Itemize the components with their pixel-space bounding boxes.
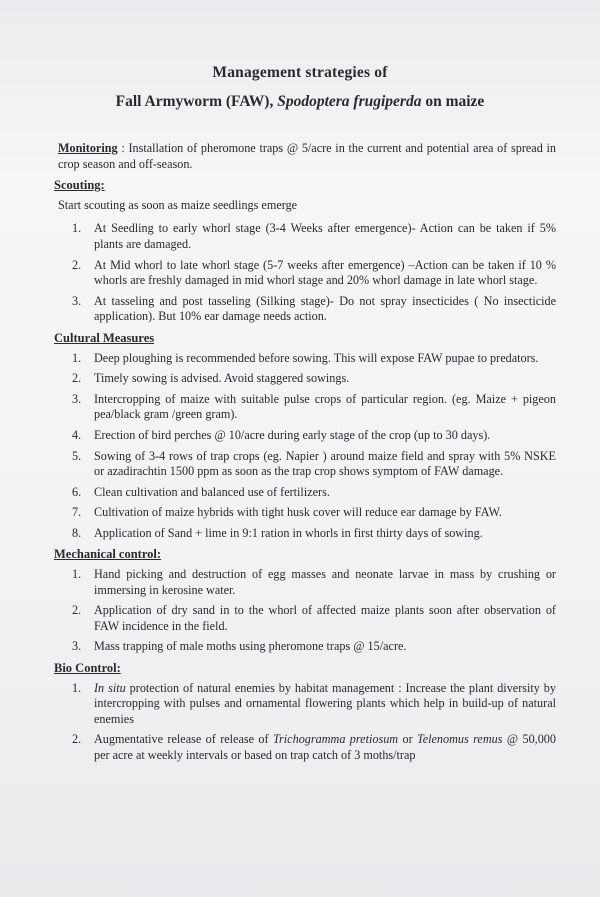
document-title-line2 bbox=[0, 93, 600, 111]
item-italic: Telenomus remus bbox=[417, 732, 503, 747]
list-item bbox=[58, 428, 556, 444]
item-text: Hand picking and destruction of egg masses and neonate larvae in mass by crushing or immersing in kerosine water. bbox=[94, 567, 556, 597]
item-number: 8. bbox=[72, 525, 82, 540]
cultural-heading: Cultural Measures bbox=[54, 330, 155, 345]
document-body bbox=[54, 141, 556, 770]
list-item bbox=[58, 371, 556, 387]
item-number: 3. bbox=[72, 639, 82, 654]
bio-list bbox=[58, 681, 556, 764]
item-number: 1. bbox=[72, 567, 82, 582]
item-number: 2. bbox=[72, 603, 82, 618]
mechanical-heading: Mechanical control: bbox=[54, 547, 162, 562]
list-item bbox=[58, 449, 556, 480]
scouting-list bbox=[58, 221, 556, 325]
title-suffix: on maize bbox=[421, 93, 485, 110]
item-text: @ 50,000 per acre at weekly intervals or based on trap catch of 3 moths/trap bbox=[94, 732, 556, 762]
monitoring-paragraph bbox=[58, 141, 556, 172]
list-item bbox=[58, 567, 556, 598]
bio-heading: Bio Control: bbox=[54, 661, 121, 676]
item-text: Deep ploughing is recommended before sowing. This will expose FAW pupae to predators. bbox=[94, 350, 539, 365]
item-number: 3. bbox=[72, 391, 82, 406]
item-number: 2. bbox=[72, 257, 82, 272]
list-item bbox=[58, 351, 556, 367]
item-number: 1. bbox=[72, 680, 82, 695]
list-item bbox=[58, 526, 556, 542]
monitoring-label: Monitoring bbox=[58, 141, 118, 155]
item-text: At tasseling and post tasseling (Silking stage)- Do not spray insecticides ( No insecticide application). But 10% ear damage needs action. bbox=[94, 293, 556, 324]
title-prefix: Fall Armyworm (FAW), bbox=[115, 93, 278, 110]
item-text: Augmentative release of release of bbox=[94, 732, 273, 747]
item-text: Application of Sand + lime in 9:1 ration in whorls in first thirty days of sowing. bbox=[94, 525, 483, 540]
item-text: Application of dry sand in to the whorl of affected maize plants soon after observation of FAW incidence in the field. bbox=[94, 603, 556, 633]
list-item bbox=[58, 732, 556, 763]
cultural-list bbox=[58, 351, 556, 542]
list-item bbox=[58, 258, 556, 289]
item-text: Timely sowing is advised. Avoid staggered sowings. bbox=[94, 371, 350, 386]
item-text: Mass trapping of male moths using pheromone traps @ 15/acre. bbox=[94, 639, 407, 654]
item-text: Sowing of 3-4 rows of trap crops (eg. Napier ) around maize field and spray with 5% NSKE or azadirachtin 1500 ppm as soon as the trap crop shows symptom of FAW damage. bbox=[94, 448, 556, 479]
item-text: or bbox=[398, 732, 418, 747]
item-text: protection of natural enemies by habitat management : Increase the plant diversity by intercropping with pulses and ornamental flowering plants which help in build-up of natural enemies bbox=[94, 680, 556, 726]
list-item bbox=[58, 392, 556, 423]
item-number: 1. bbox=[72, 350, 82, 365]
list-item bbox=[58, 294, 556, 325]
item-number: 4. bbox=[72, 427, 82, 442]
item-text: Erection of bird perches @ 10/acre during early stage of the crop (up to 30 days). bbox=[94, 427, 491, 442]
item-text: Intercropping of maize with suitable pulse crops of particular region. (eg. Maize + pigeon pea/black gram /green gram). bbox=[94, 391, 556, 422]
item-number: 3. bbox=[72, 293, 82, 308]
list-item bbox=[58, 221, 556, 252]
list-item bbox=[58, 485, 556, 501]
item-number: 2. bbox=[72, 732, 82, 747]
item-number: 6. bbox=[72, 484, 82, 499]
item-text: Clean cultivation and balanced use of fertilizers. bbox=[94, 484, 330, 499]
item-number: 7. bbox=[72, 505, 82, 520]
scouting-heading: Scouting: bbox=[54, 178, 105, 193]
item-number: 1. bbox=[72, 221, 82, 236]
item-text: Cultivation of maize hybrids with tight husk cover will reduce ear damage by FAW. bbox=[94, 505, 502, 520]
item-italic: In situ bbox=[94, 680, 126, 695]
list-item bbox=[58, 639, 556, 655]
item-italic: Trichogramma pretiosum bbox=[272, 732, 399, 747]
list-item bbox=[58, 681, 556, 728]
item-number: 5. bbox=[72, 448, 82, 463]
scouting-intro: Start scouting as soon as maize seedlings emerge bbox=[58, 197, 298, 212]
list-item bbox=[58, 505, 556, 521]
list-item bbox=[58, 603, 556, 634]
mechanical-list bbox=[58, 567, 556, 655]
item-text: At Seedling to early whorl stage (3-4 Weeks after emergence)- Action can be taken if 5% plants are damaged. bbox=[94, 221, 556, 251]
title-species: Spodoptera frugiperda bbox=[277, 93, 422, 110]
item-text: At Mid whorl to late whorl stage (5-7 weeks after emergence) –Action can be taken if 10 % whorls are freshly damaged in mid whorl stage and 20% whorl damage in late whorl stage. bbox=[94, 257, 556, 288]
item-number: 2. bbox=[72, 371, 82, 386]
monitoring-text: : Installation of pheromone traps @ 5/acre in the current and potential area of spread in crop season and off-season. bbox=[58, 141, 556, 171]
document-title-line1: Management strategies of bbox=[212, 64, 388, 81]
